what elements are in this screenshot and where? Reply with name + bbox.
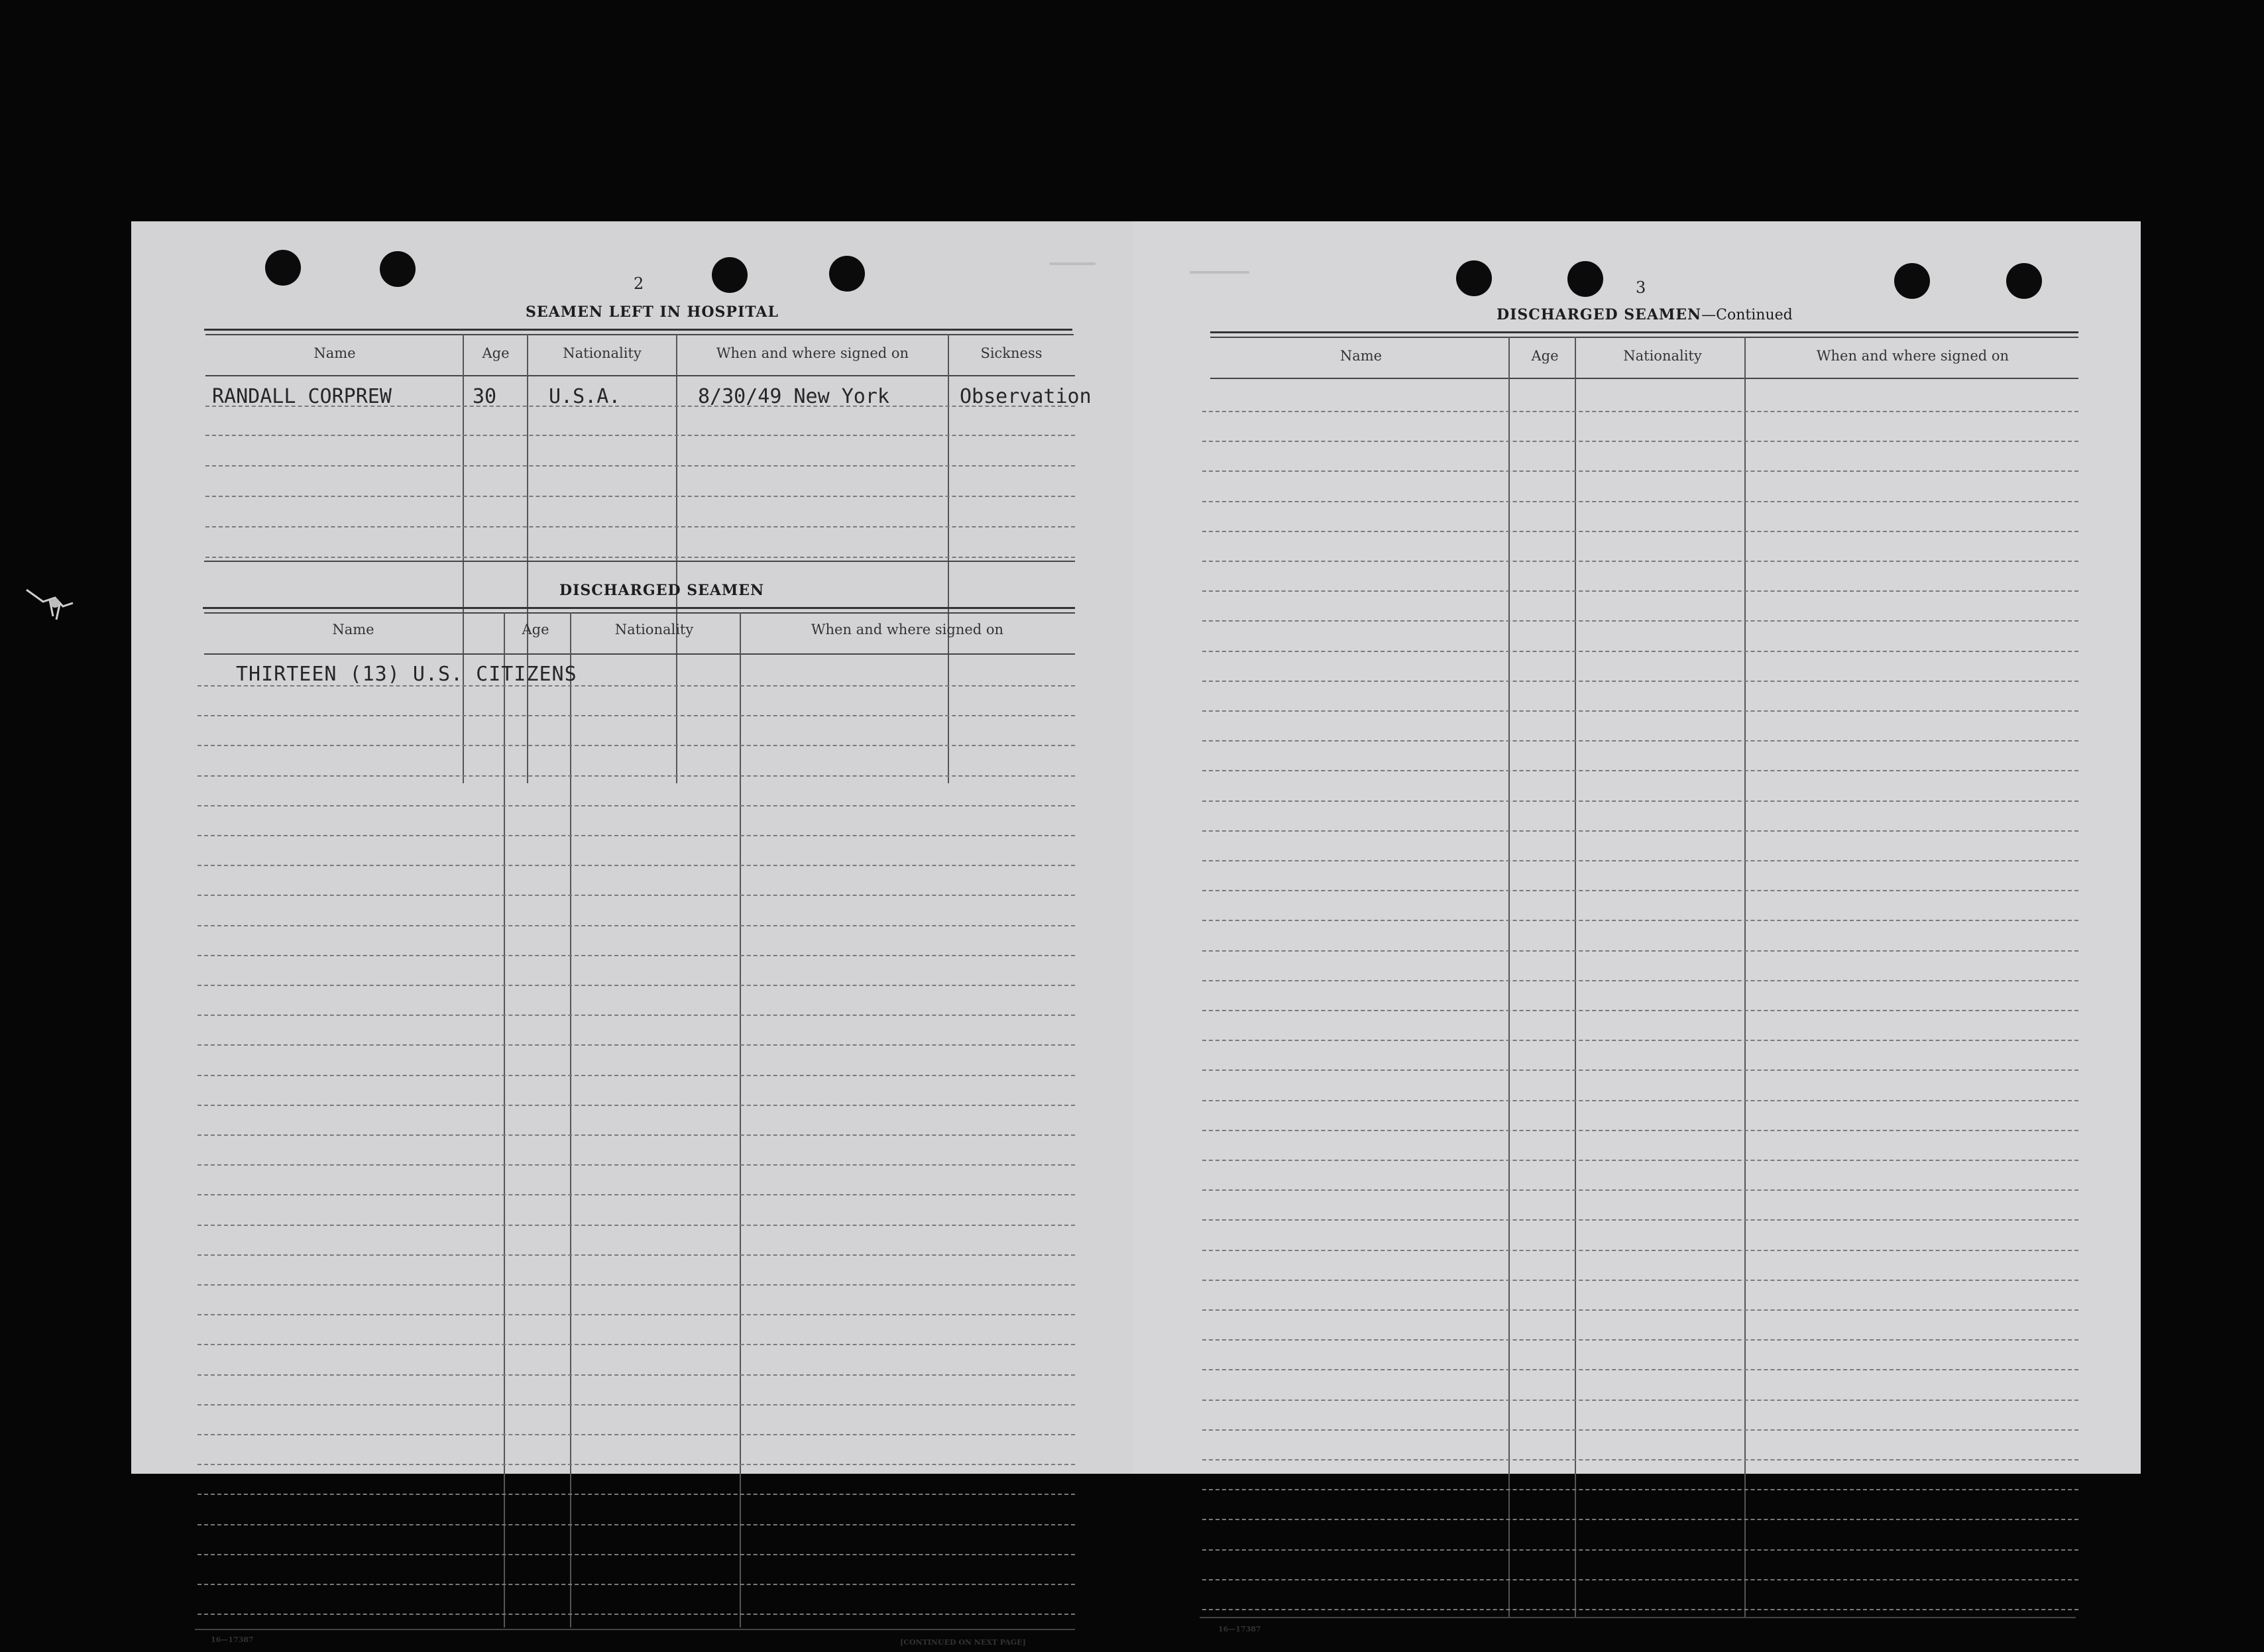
- row-line: [198, 1284, 1075, 1286]
- row-line: [1202, 1489, 2078, 1490]
- row-line: [1202, 1579, 2078, 1580]
- row-line: [1202, 1429, 2078, 1431]
- row-line: [1202, 1459, 2078, 1460]
- row-line: [198, 1614, 1075, 1615]
- row-line: [1202, 770, 2078, 771]
- row-line: [198, 775, 1075, 777]
- column-header-when-where: When and where signed on: [1816, 348, 2009, 364]
- row-line: [198, 1584, 1075, 1585]
- hospital-section-title: SEAMEN LEFT IN HOSPITAL: [526, 303, 779, 321]
- row-line: [1202, 1219, 2078, 1221]
- row-line: [1202, 681, 2078, 682]
- row-line: [198, 955, 1075, 956]
- hospital-row-nationality: U.S.A.: [549, 385, 621, 408]
- page-number: 2: [634, 274, 644, 293]
- row-line: [198, 1494, 1075, 1495]
- column-header-name: Name: [1339, 348, 1383, 364]
- column-divider: [1508, 337, 1510, 1618]
- row-line: [1202, 1250, 2078, 1251]
- row-line: [198, 745, 1075, 746]
- row-line: [198, 1374, 1075, 1376]
- hospital-row-name: RANDALL CORPREW: [212, 385, 392, 408]
- column-divider: [1575, 337, 1576, 1618]
- row-line: [1202, 1369, 2078, 1370]
- row-line: [1202, 1130, 2078, 1131]
- punch-hole: [380, 251, 416, 287]
- row-line: [1202, 1280, 2078, 1281]
- staple-mark: [1049, 262, 1096, 265]
- column-header-nationality: Nationality: [1623, 348, 1702, 364]
- hospital-row-sickness: Observation: [960, 385, 1092, 408]
- hospital-row-age: 30: [473, 385, 497, 408]
- row-line: [1202, 1339, 2078, 1341]
- row-line: [1202, 1609, 2078, 1610]
- table-top-rule: [1210, 337, 2078, 338]
- row-line: [1202, 1100, 2078, 1101]
- column-header-age: Age: [482, 345, 510, 361]
- row-line: [1202, 890, 2078, 891]
- row-line: [198, 1524, 1075, 1525]
- column-header-age: Age: [1531, 348, 1559, 364]
- column-divider: [1744, 337, 1746, 1618]
- row-line: [1202, 651, 2078, 652]
- discharged-continued-title: [1497, 306, 1793, 323]
- row-line: [1202, 1549, 2078, 1551]
- column-header-nationality: Nationality: [614, 622, 694, 637]
- row-line: [1202, 1070, 2078, 1071]
- row-line: [198, 715, 1075, 716]
- row-line: [198, 1404, 1075, 1405]
- row-line: [1202, 1400, 2078, 1401]
- row-line: [198, 985, 1075, 986]
- column-divider: [504, 612, 505, 1627]
- table-bottom-rule: [204, 561, 1075, 562]
- row-line: [1202, 800, 2078, 802]
- row-line: [1202, 1010, 2078, 1011]
- row-line: [1202, 1309, 2078, 1311]
- row-line: [198, 1225, 1075, 1226]
- continued-note: [CONTINUED ON NEXT PAGE]: [900, 1638, 1026, 1647]
- row-line: [198, 1164, 1075, 1166]
- row-line: [1202, 1160, 2078, 1161]
- row-line: [1202, 1040, 2078, 1041]
- header-underline: [205, 375, 1075, 376]
- staple-mark: [1190, 271, 1249, 274]
- row-line: [1202, 950, 2078, 952]
- table-top-rule: [204, 612, 1075, 614]
- row-line: [1202, 411, 2078, 412]
- row-line: [198, 1075, 1075, 1076]
- row-line: [198, 1105, 1075, 1106]
- row-line: [198, 1554, 1075, 1555]
- left-page: [131, 221, 1143, 1647]
- column-header-when-where: When and where signed on: [716, 345, 909, 361]
- row-line: [198, 1015, 1075, 1016]
- row-line: [198, 1464, 1075, 1465]
- header-underline: [1210, 378, 2078, 379]
- column-divider: [740, 612, 741, 1627]
- row-line: [1202, 710, 2078, 712]
- row-line: [1202, 531, 2078, 532]
- row-line: [1202, 740, 2078, 742]
- table-top-rule: [205, 334, 1074, 335]
- column-header-name: Name: [313, 345, 356, 361]
- form-number: 16—17387: [1218, 1625, 1261, 1633]
- row-line: [1202, 860, 2078, 861]
- row-line: [205, 465, 1075, 467]
- discharged-entry: THIRTEEN (13) U.S. CITIZENS: [236, 663, 577, 686]
- row-line: [198, 895, 1075, 896]
- row-line: [1202, 920, 2078, 921]
- table-top-rule: [1210, 331, 2078, 333]
- column-header-when-where: When and where signed on: [811, 622, 1004, 637]
- row-line: [198, 1044, 1075, 1046]
- row-line: [198, 1254, 1075, 1256]
- title-main: DISCHARGED SEAMEN: [1497, 306, 1702, 323]
- right-page: [1133, 221, 2141, 1633]
- hospital-row-when-where: 8/30/49 New York: [698, 385, 889, 408]
- column-header-nationality: Nationality: [563, 345, 642, 361]
- column-header-age: Age: [522, 622, 549, 637]
- row-line: [205, 496, 1075, 497]
- row-line: [205, 435, 1075, 436]
- row-line: [198, 1314, 1075, 1315]
- table-top-rule: [204, 329, 1072, 331]
- punch-hole: [1567, 261, 1603, 297]
- table-bottom-rule: [195, 1629, 1075, 1630]
- row-line: [1202, 590, 2078, 592]
- row-line: [1202, 620, 2078, 622]
- column-header-sickness: Sickness: [980, 345, 1043, 361]
- title-continued: —Continued: [1701, 307, 1793, 323]
- row-line: [1202, 561, 2078, 562]
- table-top-rule: [203, 607, 1075, 609]
- row-line: [198, 865, 1075, 866]
- debris-speck: [23, 583, 83, 623]
- row-line: [198, 1134, 1075, 1136]
- row-line: [1202, 980, 2078, 981]
- row-line: [198, 805, 1075, 806]
- row-line: [1202, 441, 2078, 442]
- header-underline: [204, 653, 1075, 655]
- punch-hole: [1894, 263, 1930, 299]
- row-line: [1202, 501, 2078, 502]
- row-line: [1202, 1189, 2078, 1191]
- row-line: [198, 1194, 1075, 1195]
- row-line: [205, 557, 1075, 558]
- punch-hole: [265, 250, 301, 286]
- column-divider: [570, 612, 571, 1627]
- column-header-name: Name: [332, 622, 374, 637]
- punch-hole: [1456, 260, 1492, 296]
- form-number: 16—17387: [211, 1635, 254, 1644]
- punch-hole: [712, 257, 748, 293]
- row-line: [198, 835, 1075, 836]
- row-line: [198, 1434, 1075, 1435]
- page-number: 3: [1636, 278, 1646, 297]
- table-bottom-rule: [1200, 1617, 2076, 1618]
- row-line: [198, 925, 1075, 926]
- row-line: [1202, 1519, 2078, 1520]
- row-line: [205, 526, 1075, 527]
- row-line: [198, 1344, 1075, 1345]
- discharged-section-title: DISCHARGED SEAMEN: [559, 582, 765, 599]
- punch-hole: [829, 256, 865, 292]
- punch-hole: [2006, 263, 2042, 299]
- row-line: [1202, 470, 2078, 472]
- row-line: [1202, 830, 2078, 832]
